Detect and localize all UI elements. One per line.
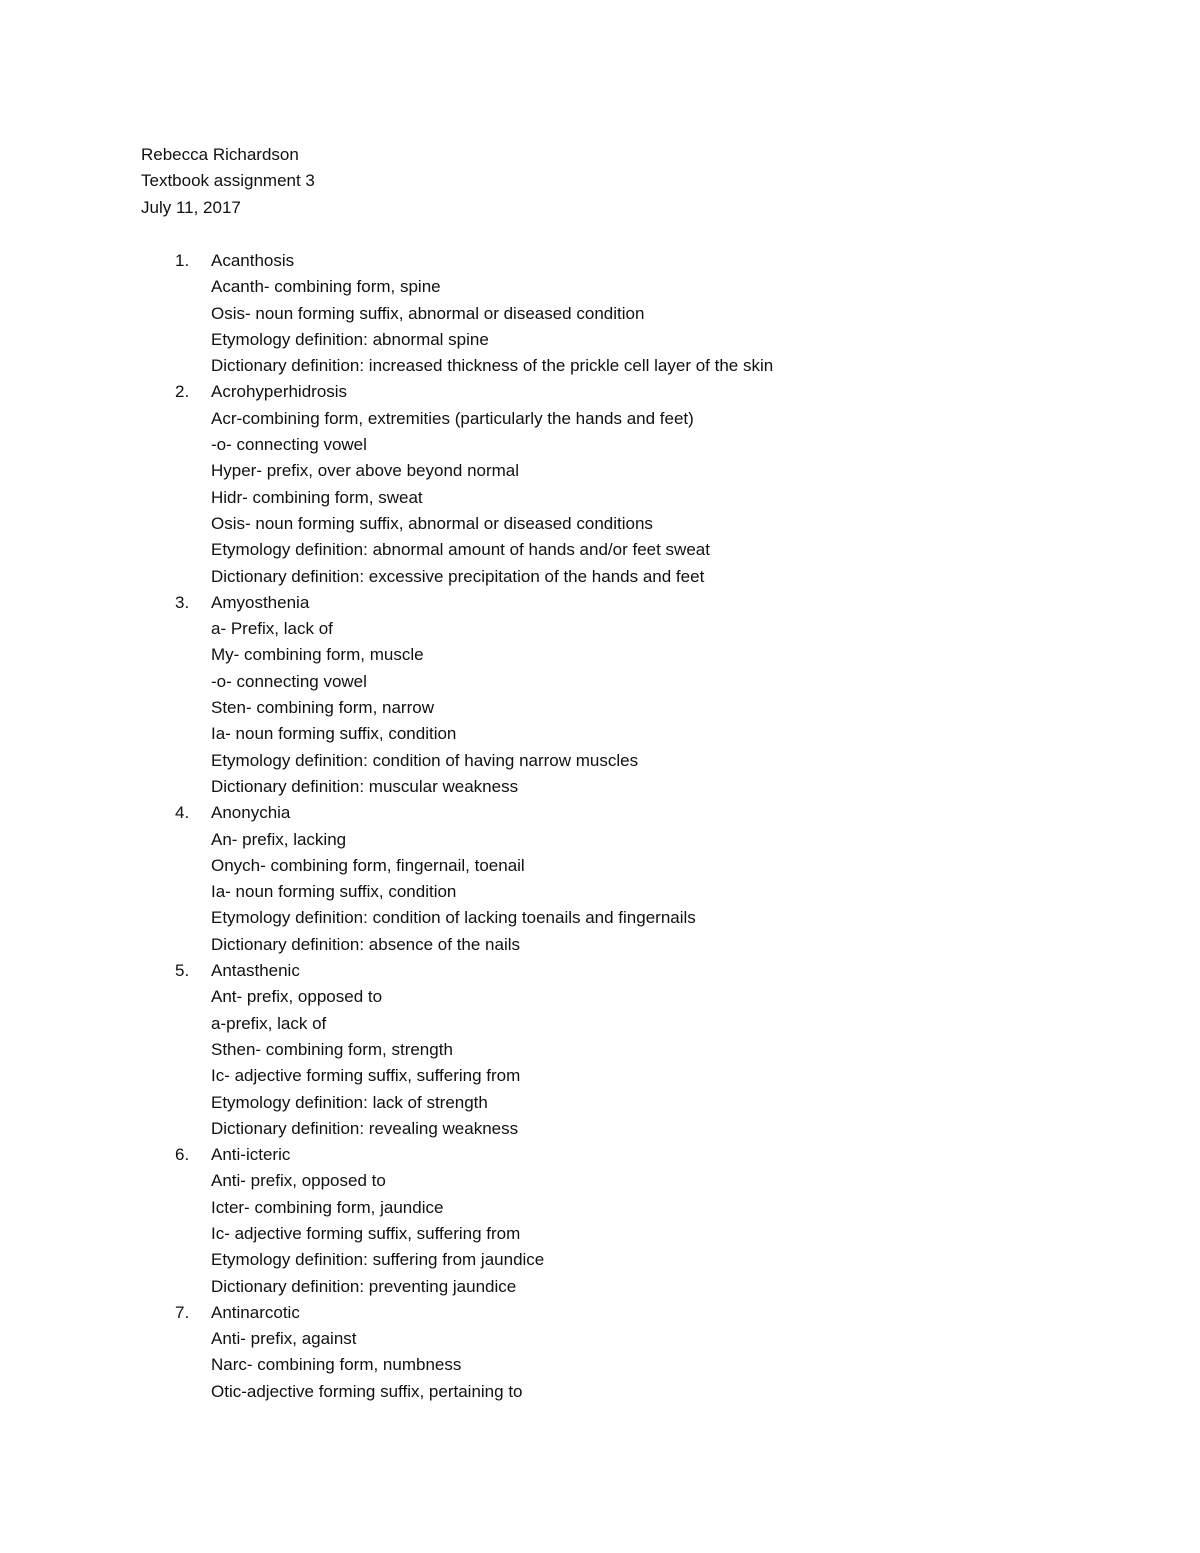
term-detail-line: Etymology definition: condition of having narrow muscles bbox=[211, 750, 639, 770]
term-detail-line: Dictionary definition: revealing weakness bbox=[211, 1118, 519, 1138]
term-detail-line: Etymology definition: suffering from jaundice bbox=[211, 1250, 545, 1270]
term-name: Antinarcotic bbox=[211, 1302, 300, 1322]
term-detail-line: Acanth- combining form, spine bbox=[211, 277, 441, 297]
term-list bbox=[141, 248, 773, 1405]
term-detail-line: Anti- prefix, against bbox=[211, 1329, 357, 1349]
term-detail-line: Onych- combining form, fingernail, toenail bbox=[211, 855, 525, 875]
entry-number: 1. bbox=[175, 251, 190, 270]
assignment-date: July 11, 2017 bbox=[141, 197, 241, 217]
author-name: Rebecca Richardson bbox=[141, 145, 299, 164]
term-name: Anti-icteric bbox=[211, 1145, 291, 1165]
term-detail-line: Acr-combining form, extremities (particularly the hands and feet) bbox=[211, 408, 694, 428]
document-header bbox=[141, 142, 315, 221]
term-detail-line: Sten- combining form, narrow bbox=[211, 698, 434, 718]
term-entry bbox=[141, 1300, 773, 1405]
entry-number: 4. bbox=[175, 803, 190, 823]
term-name: Antasthenic bbox=[211, 961, 300, 981]
term-detail-line: Ic- adjective forming suffix, suffering from bbox=[211, 1066, 521, 1086]
term-detail-line: Etymology definition: condition of lacking toenails and fingernails bbox=[211, 908, 696, 928]
term-name: Amyosthenia bbox=[211, 592, 310, 612]
term-detail-line: Narc- combining form, numbness bbox=[211, 1355, 462, 1375]
term-detail-line: Hyper- prefix, over above beyond normal bbox=[211, 461, 520, 481]
term-detail-line: Icter- combining form, jaundice bbox=[211, 1197, 444, 1217]
term-detail-line: Osis- noun forming suffix, abnormal or diseased conditions bbox=[211, 513, 653, 533]
term-detail-line: Otic-adjective forming suffix, pertaining to bbox=[211, 1381, 523, 1401]
entry-number: 3. bbox=[175, 592, 190, 612]
term-entry bbox=[141, 1142, 773, 1300]
term-name: Acanthosis bbox=[211, 251, 295, 270]
term-detail-line: -o- connecting vowel bbox=[211, 671, 367, 691]
term-detail-line: -o- connecting vowel bbox=[211, 435, 367, 455]
term-entry bbox=[141, 590, 773, 800]
term-detail-line: a- Prefix, lack of bbox=[211, 619, 333, 639]
term-detail-line: Dictionary definition: muscular weakness bbox=[211, 776, 519, 796]
term-detail-line: An- prefix, lacking bbox=[211, 829, 347, 849]
term-detail-line: Anti- prefix, opposed to bbox=[211, 1171, 386, 1191]
term-detail-line: Dictionary definition: preventing jaundice bbox=[211, 1276, 517, 1296]
term-detail-line: Etymology definition: abnormal spine bbox=[211, 329, 489, 349]
term-name: Anonychia bbox=[211, 803, 291, 823]
assignment-title: Textbook assignment 3 bbox=[141, 171, 315, 191]
term-detail-line: Dictionary definition: absence of the nails bbox=[211, 934, 521, 954]
term-detail-line: Ia- noun forming suffix, condition bbox=[211, 882, 457, 902]
term-detail-line: Etymology definition: abnormal amount of hands and/or feet sweat bbox=[211, 540, 710, 560]
term-detail-line: Etymology definition: lack of strength bbox=[211, 1092, 488, 1112]
term-detail-line: Osis- noun forming suffix, abnormal or diseased condition bbox=[211, 303, 645, 323]
term-detail-line: Dictionary definition: increased thickness of the prickle cell layer of the skin bbox=[211, 356, 774, 376]
term-entry bbox=[141, 379, 773, 589]
term-detail-line: Ia- noun forming suffix, condition bbox=[211, 724, 457, 744]
entry-number: 7. bbox=[175, 1302, 190, 1322]
term-detail-line: Ant- prefix, opposed to bbox=[211, 987, 383, 1007]
term-detail-line: Dictionary definition: excessive precipitation of the hands and feet bbox=[211, 566, 705, 586]
term-name: Acrohyperhidrosis bbox=[211, 382, 348, 402]
term-detail-line: a-prefix, lack of bbox=[211, 1013, 327, 1033]
entry-number: 2. bbox=[175, 382, 190, 402]
term-detail-line: My- combining form, muscle bbox=[211, 645, 424, 665]
entry-number: 5. bbox=[175, 961, 190, 981]
term-entry bbox=[141, 800, 773, 958]
term-detail-line: Hidr- combining form, sweat bbox=[211, 487, 423, 507]
entry-number: 6. bbox=[175, 1145, 190, 1165]
term-detail-line: Ic- adjective forming suffix, suffering from bbox=[211, 1223, 521, 1243]
term-entry bbox=[141, 248, 773, 379]
term-entry bbox=[141, 958, 773, 1142]
term-detail-line: Sthen- combining form, strength bbox=[211, 1039, 453, 1059]
